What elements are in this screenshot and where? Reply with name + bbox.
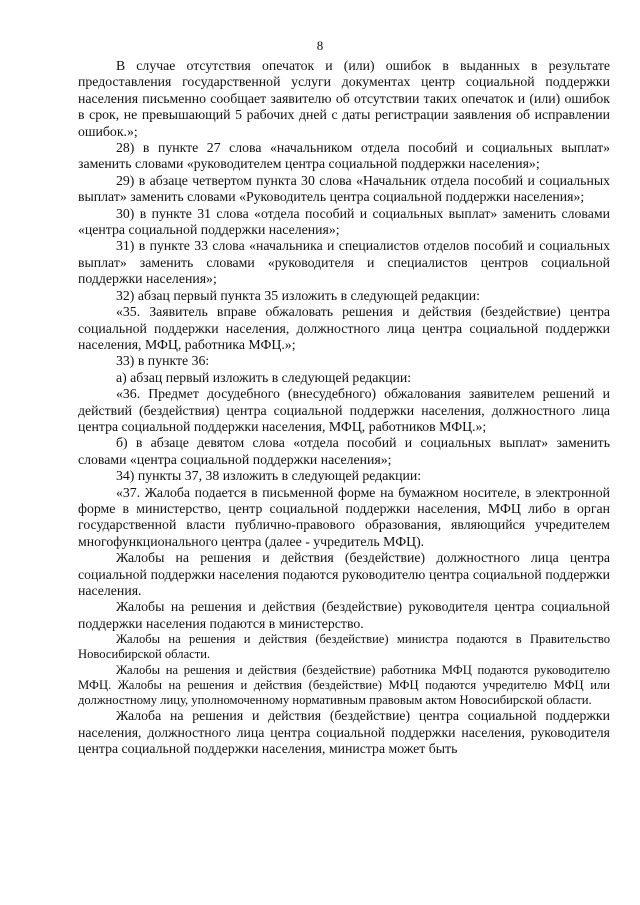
paragraph-5: 31) в пункте 33 слова «начальника и специалистов отделов пособий и социальных выплат» заменить словами «руководителя и специалистов центров социальной поддержки населения»; xyxy=(78,238,610,287)
page-number: 8 xyxy=(316,38,324,53)
paragraph-13: «37. Жалоба подается в письменной форме на бумажном носителе, в электронной форме в министерство, центр социальной поддержки населения, МФЦ либо в орган государственной власти публично-правового образования, являющийся учредителем многофункционального центра (далее - учредитель МФЦ). xyxy=(78,484,610,549)
paragraph-9: а) абзац первый изложить в следующей редакции: xyxy=(116,369,412,385)
paragraph-8: 33) в пункте 36: xyxy=(116,353,210,369)
paragraph-16: Жалобы на решения и действия (бездействие) министра подаются в Правительство Новосибирской области. xyxy=(78,632,610,662)
paragraph-2: 28) в пункте 27 слова «начальником отдела пособий и социальных выплат» заменить словами «руководителем центра социальной поддержки населения»; xyxy=(78,140,610,172)
paragraph-4: 30) в пункте 31 слова «отдела пособий и социальных выплат» заменить словами «центра социальной поддержки населения»; xyxy=(78,205,610,238)
paragraph-1: В случае отсутствия опечаток и (или) ошибок в выданных в результате предоставления государственной услуги документах центр социальной поддержки населения письменно сообщает заявителю об отсутствии таких опечаток и (или) ошибок в срок, не превышающий 5 рабочих дней с даты регистрации заявления об исправлении ошибок.»; xyxy=(78,58,610,139)
paragraph-12: 34) пункты 37, 38 изложить в следующей редакции: xyxy=(116,468,422,484)
paragraph-14: Жалобы на решения и действия (бездействие) должностного лица центра социальной поддержки населения подаются руководителю центра социальной поддержки населения. xyxy=(78,550,610,598)
paragraph-10: «36. Предмет досудебного (внесудебного) обжалования заявителем решений и действий (бездействия) центра социальной поддержки населения, должностного лица центра социальной поддержки населения, МФЦ, работников МФЦ.»; xyxy=(78,386,610,434)
paragraph-3: 29) в абзаце четвертом пункта 30 слова «Начальник отдела пособий и социальных выплат» заменить словами «Руководитель центра социальной поддержки населения»; xyxy=(78,172,610,205)
paragraph-17: Жалобы на решения и действия (бездействие) работника МФЦ подаются руководителю МФЦ. Жалобы на решения и действия (бездействие) МФЦ подаются учредителю МФЦ или должностному лицу, уполномоченному нормативным правовым актом Новосибирской области. xyxy=(78,662,610,708)
document-body xyxy=(78,58,610,757)
paragraph-6: 32) абзац первый пункта 35 изложить в следующей редакции: xyxy=(116,287,480,303)
paragraph-18: Жалоба на решения и действия (бездействие) центра социальной поддержки населения, должностного лица центра социальной поддержки населения, руководителя центра социальной поддержки населения, министра может быть xyxy=(78,708,610,757)
paragraph-7: «35. Заявитель вправе обжаловать решения и действия (бездействие) центра социальной поддержки населения, должностного лица центра социальной поддержки населения, МФЦ, работника МФЦ.»; xyxy=(78,304,610,352)
paragraph-15: Жалобы на решения и действия (бездействие) руководителя центра социальной поддержки населения подаются в министерство. xyxy=(78,599,610,631)
paragraph-11: б) в абзаце девятом слова «отдела пособий и социальных выплат» заменить словами «центра социальной поддержки населения»; xyxy=(78,435,610,467)
